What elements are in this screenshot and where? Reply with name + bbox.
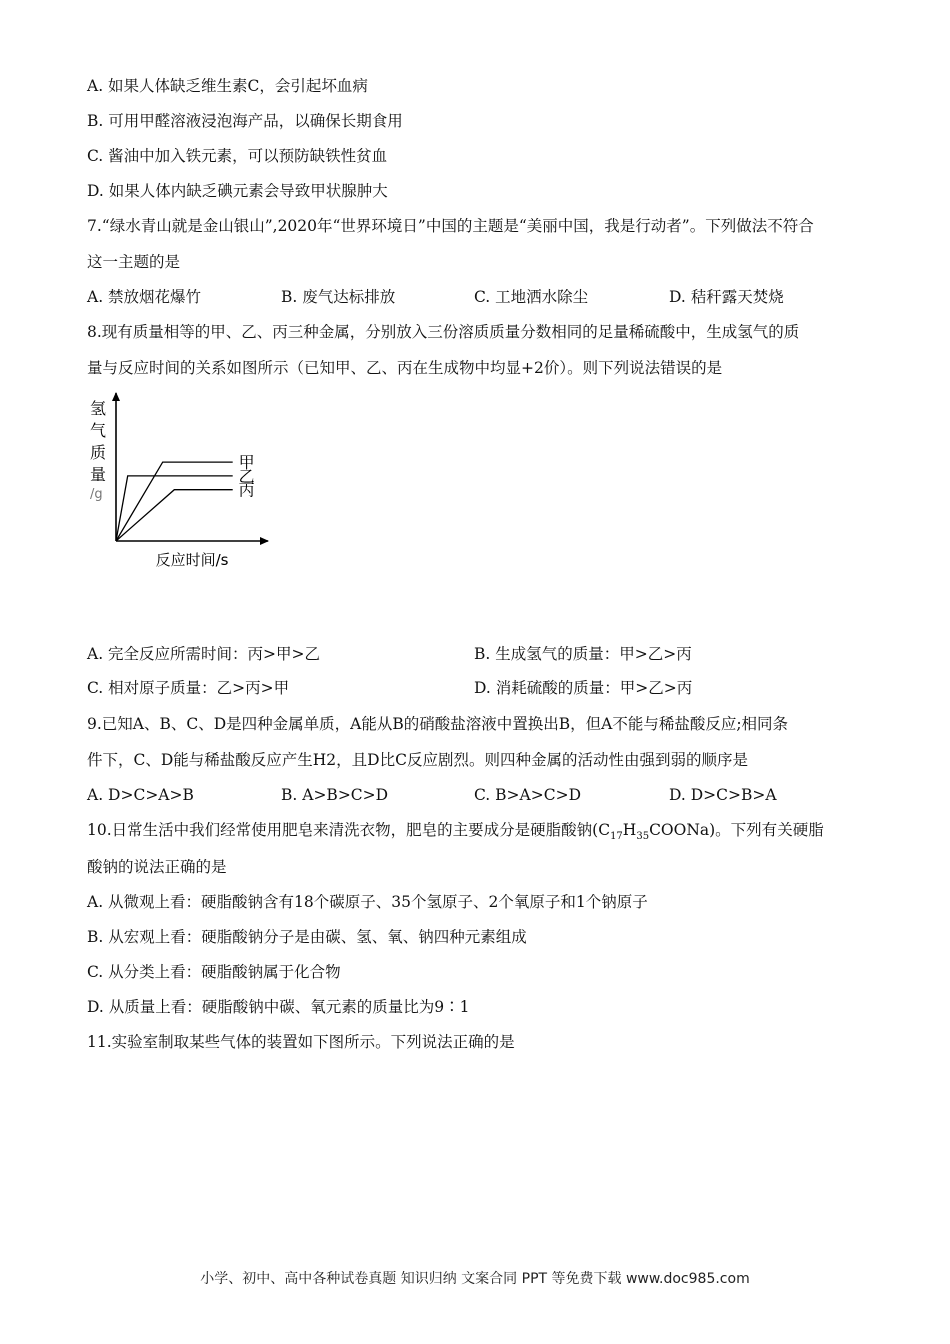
q7-option-d: D. 秸秆露天焚烧 <box>669 288 784 306</box>
series-label-2: 乙 <box>238 466 255 486</box>
q10-stem-text-h: H <box>622 821 637 839</box>
series-line-2 <box>116 476 233 541</box>
q11-stem: 11.实验室制取某些气体的装置如下图所示。下列说法正确的是 <box>87 1033 515 1051</box>
y-axis-label-char: 质 <box>90 443 107 462</box>
q10-option-c: C. 从分类上看：硬脂酸钠属于化合物 <box>87 963 341 981</box>
q10-option-a: A. 从微观上看：硬脂酸钠含有18个碳原子、35个氢原子、2个氧原子和1个钠原子 <box>87 893 648 911</box>
q8-option-d: D. 消耗硫酸的质量：甲>乙>丙 <box>474 679 693 697</box>
series-line-1 <box>116 462 233 541</box>
x-axis-arrow <box>260 537 269 545</box>
q7-option-b: B. 废气达标排放 <box>281 288 396 306</box>
q6-option-d: D. 如果人体内缺乏碘元素会导致甲状腺肿大 <box>87 182 388 200</box>
series-label-3: 丙 <box>238 480 255 500</box>
series-line-3 <box>116 490 233 541</box>
page-footer: 小学、初中、高中各种试卷真题 知识归纳 文案合同 PPT 等免费下载 www.doc985.com <box>200 1271 750 1287</box>
y-axis-label-char: 气 <box>90 421 107 440</box>
x-axis-label: 反应时间/s <box>155 551 229 569</box>
q9-stem-line1: 9.已知A、B、C、D是四种金属单质，A能从B的硝酸盐溶液中置换出B，但A不能与稀盐酸反应;相同条 <box>87 715 789 733</box>
hydrogen-mass-chart <box>80 388 290 578</box>
q8-option-a: A. 完全反应所需时间：丙>甲>乙 <box>87 645 321 663</box>
q10-subscript-hydrogen: 35 <box>636 831 650 843</box>
y-axis-label-char: /g <box>90 487 103 502</box>
q7-stem-line2: 这一主题的是 <box>87 253 181 271</box>
q7-option-c: C. 工地洒水除尘 <box>474 288 589 306</box>
q9-option-d: D. D>C>B>A <box>669 786 777 804</box>
q8-stem-line2: 量与反应时间的关系如图所示（已知甲、乙、丙在生成物中均显+2价）。则下列说法错误的是 <box>87 359 723 377</box>
q8-stem-line1: 8.现有质量相等的甲、乙、丙三种金属，分别放入三份溶质质量分数相同的足量稀硫酸中，生成氢气的质 <box>87 323 800 341</box>
q10-option-d: D. 从质量上看：硬脂酸钠中碳、氧元素的质量比为9∶1 <box>87 998 470 1016</box>
q9-option-a: A. D>C>A>B <box>87 786 194 804</box>
q10-stem-line1 <box>87 820 824 847</box>
q10-stem-line2: 酸钠的说法正确的是 <box>87 858 227 876</box>
q7-stem-line1: 7.“绿水青山就是金山银山”,2020年“世界环境日”中国的主题是“美丽中国，我是行动者”。下列做法不符合 <box>87 217 814 235</box>
q8-option-b: B. 生成氢气的质量：甲>乙>丙 <box>474 645 692 663</box>
series-label-1: 甲 <box>238 453 255 473</box>
q6-option-b: B. 可用甲醛溶液浸泡海产品，以确保长期食用 <box>87 112 403 130</box>
q10-stem-text-b: COONa)。下列有关硬脂 <box>649 821 824 839</box>
y-axis-label-char: 量 <box>90 465 107 484</box>
q10-subscript-carbon: 17 <box>610 831 623 843</box>
q10-stem-text-a: 10.日常生活中我们经常使用肥皂来清洗衣物，肥皂的主要成分是硬脂酸钠(C <box>87 821 611 839</box>
q8-option-c: C. 相对原子质量：乙>丙>甲 <box>87 679 290 697</box>
q9-option-b: B. A>B>C>D <box>281 786 389 804</box>
q6-option-a: A. 如果人体缺乏维生素C，会引起坏血病 <box>87 77 368 95</box>
q6-option-c: C. 酱油中加入铁元素，可以预防缺铁性贫血 <box>87 147 388 165</box>
q9-stem-line2: 件下，C、D能与稀盐酸反应产生H2，且D比C反应剧烈。则四种金属的活动性由强到弱的顺序是 <box>87 751 748 769</box>
y-axis-label-char: 氢 <box>90 399 107 418</box>
q10-option-b: B. 从宏观上看：硬脂酸钠分子是由碳、氢、氧、钠四种元素组成 <box>87 928 527 946</box>
q9-option-c: C. B>A>C>D <box>474 786 581 804</box>
y-axis-arrow <box>112 392 120 401</box>
q7-option-a: A. 禁放烟花爆竹 <box>87 288 202 306</box>
